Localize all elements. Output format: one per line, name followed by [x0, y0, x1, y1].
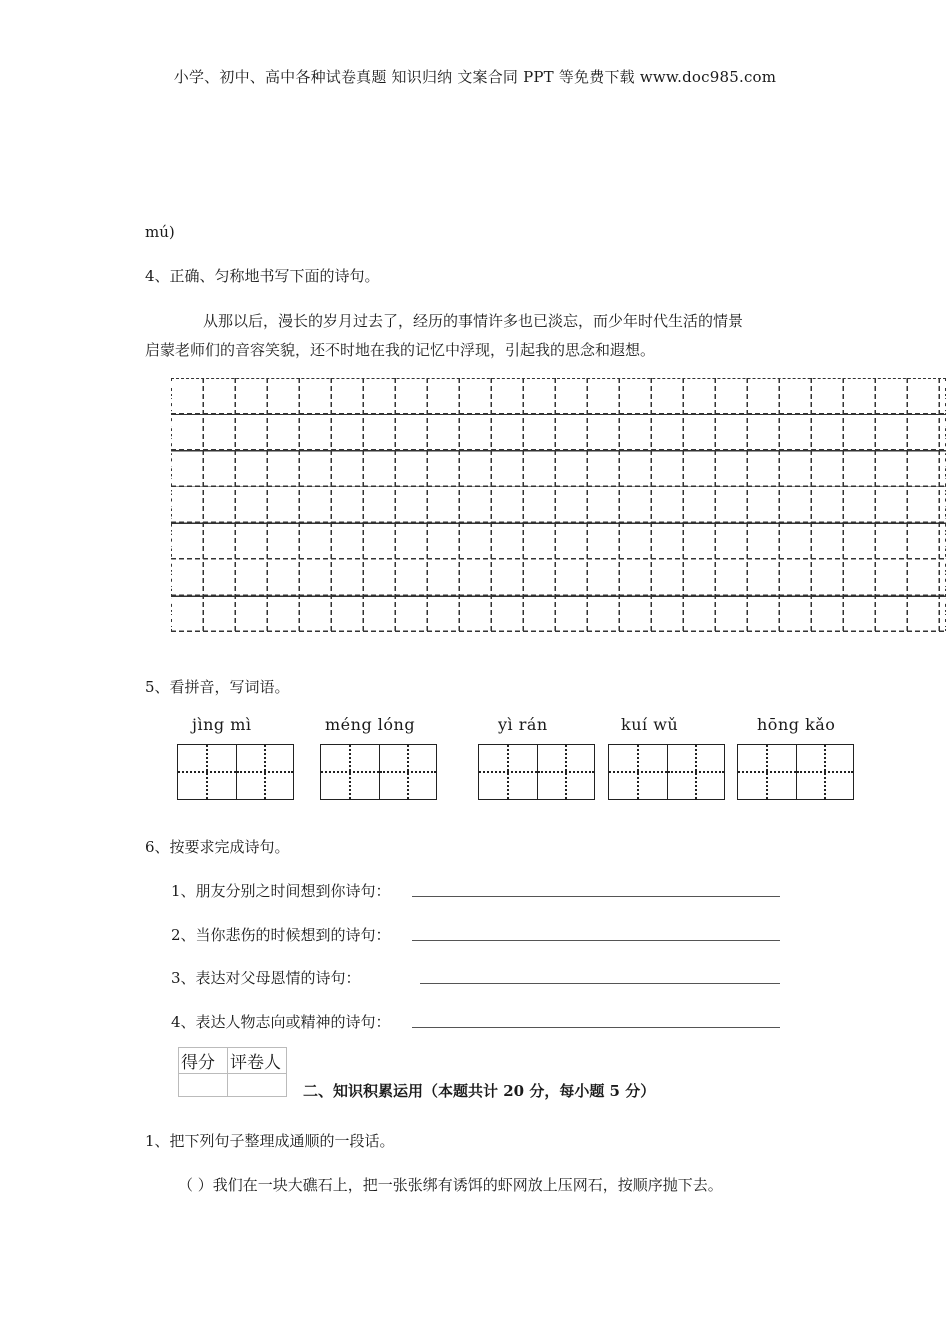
score-label: 得分	[179, 1048, 228, 1074]
score-table	[178, 1047, 287, 1097]
score-cell[interactable]	[179, 1074, 228, 1097]
q6-item-2-answer-line[interactable]	[412, 940, 780, 941]
q6-item-3-label: 3、表达对父母恩情的诗句：	[171, 969, 361, 987]
q6-item-3-answer-line[interactable]	[420, 983, 780, 984]
word-box-5[interactable]	[737, 744, 854, 800]
word-box-3[interactable]	[478, 744, 595, 800]
pinyin-5: hōng kǎo	[757, 715, 836, 734]
pinyin-2: méng lóng	[325, 715, 416, 734]
section-2-q1-title: 1、把下列句子整理成通顺的一段话。	[145, 1132, 395, 1150]
q6-item-2-label: 2、当你悲伤的时候想到的诗句：	[171, 926, 391, 944]
q6-item-1-answer-line[interactable]	[412, 896, 780, 897]
page-header: 小学、初中、高中各种试卷真题 知识归纳 文案合同 PPT 等免费下载 www.doc985.com	[173, 68, 777, 86]
word-box-2[interactable]	[320, 744, 437, 800]
pinyin-1: jìng mì	[192, 715, 252, 734]
poem-line-1: 从那以后，漫长的岁月过去了，经历的事情许多也已淡忘，而少年时代生活的情景	[203, 312, 744, 330]
writing-grid-rows	[171, 378, 946, 632]
q6-item-1-label: 1、朋友分别之时间想到你诗句：	[171, 882, 391, 900]
poem-line-2: 启蒙老师们的音容笑貌，还不时地在我的记忆中浮现，引起我的思念和遐想。	[145, 341, 656, 359]
section-2-title: 二、知识积累运用（本题共计 20 分，每小题 5 分）	[303, 1082, 656, 1100]
question-6-title: 6、按要求完成诗句。	[145, 838, 290, 856]
q6-item-4-label: 4、表达人物志向或精神的诗句：	[171, 1013, 391, 1031]
word-box-4[interactable]	[608, 744, 725, 800]
grader-label: 评卷人	[228, 1048, 287, 1074]
question-5-title: 5、看拼音，写词语。	[145, 678, 290, 696]
section-2-q1-line-1: （ ）我们在一块大礁石上，把一张张绑有诱饵的虾网放上压网石，按顺序抛下去。	[178, 1176, 723, 1194]
pinyin-4: kuí wǔ	[621, 715, 679, 734]
pinyin-fragment: mú)	[145, 223, 175, 241]
q6-item-4-answer-line[interactable]	[412, 1027, 780, 1028]
pinyin-3: yì rán	[498, 715, 548, 734]
word-box-1[interactable]	[177, 744, 294, 800]
grader-cell[interactable]	[228, 1074, 287, 1097]
question-4-title: 4、正确、匀称地书写下面的诗句。	[145, 267, 380, 285]
